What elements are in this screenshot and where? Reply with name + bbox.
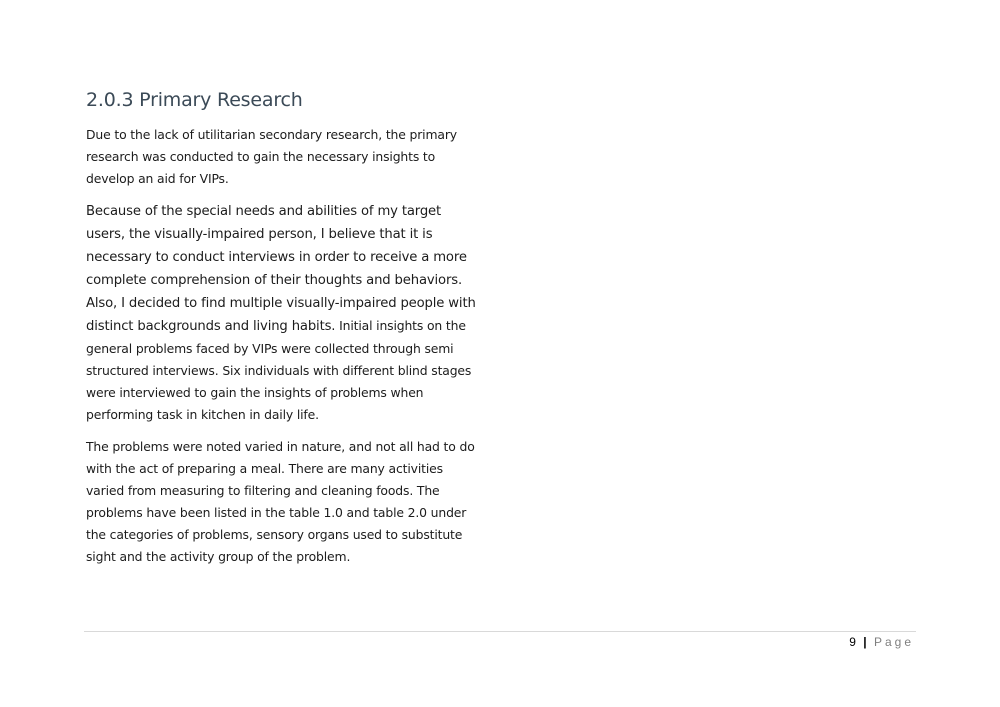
paragraph-3: The problems were noted varied in nature, and not all had to do with the act of preparing a meal. There are many activities varied from measuring to filtering and cleaning foods. The problems have been listed in the table 1.0 and table 2.0 under the categories of problems, sensory organs used to substitute sight and the activity group of the problem. (86, 439, 475, 564)
section-heading: 2.0.3 Primary Research (86, 89, 303, 111)
paragraph-2 (86, 200, 476, 426)
footer-divider (84, 631, 916, 632)
section-content (86, 86, 476, 578)
footer-separator: | (863, 635, 867, 649)
paragraph-2-part-b: Initial insights on the general problems faced by VIPs were collected through semi structured interviews. Six individuals with different blind stages were interviewed to gain the insights of problems when performing task in kitchen in daily life. (86, 318, 472, 422)
page-number: 9 (849, 635, 856, 649)
page-label: Page (873, 635, 914, 649)
page-footer (849, 634, 914, 650)
paragraph-2-part-a: Because of the special needs and abilities of my target users, the visually-impaired person, I believe that it is necessary to conduct interviews in order to receive a more complete comprehension of their thoughts and behaviors. Also, I decided to find multiple visually-impaired people with distinct backgrounds and living habits. (86, 204, 476, 334)
paragraph-1: Due to the lack of utilitarian secondary research, the primary research was conducted to gain the necessary insights to develop an aid for VIPs. (86, 127, 457, 186)
